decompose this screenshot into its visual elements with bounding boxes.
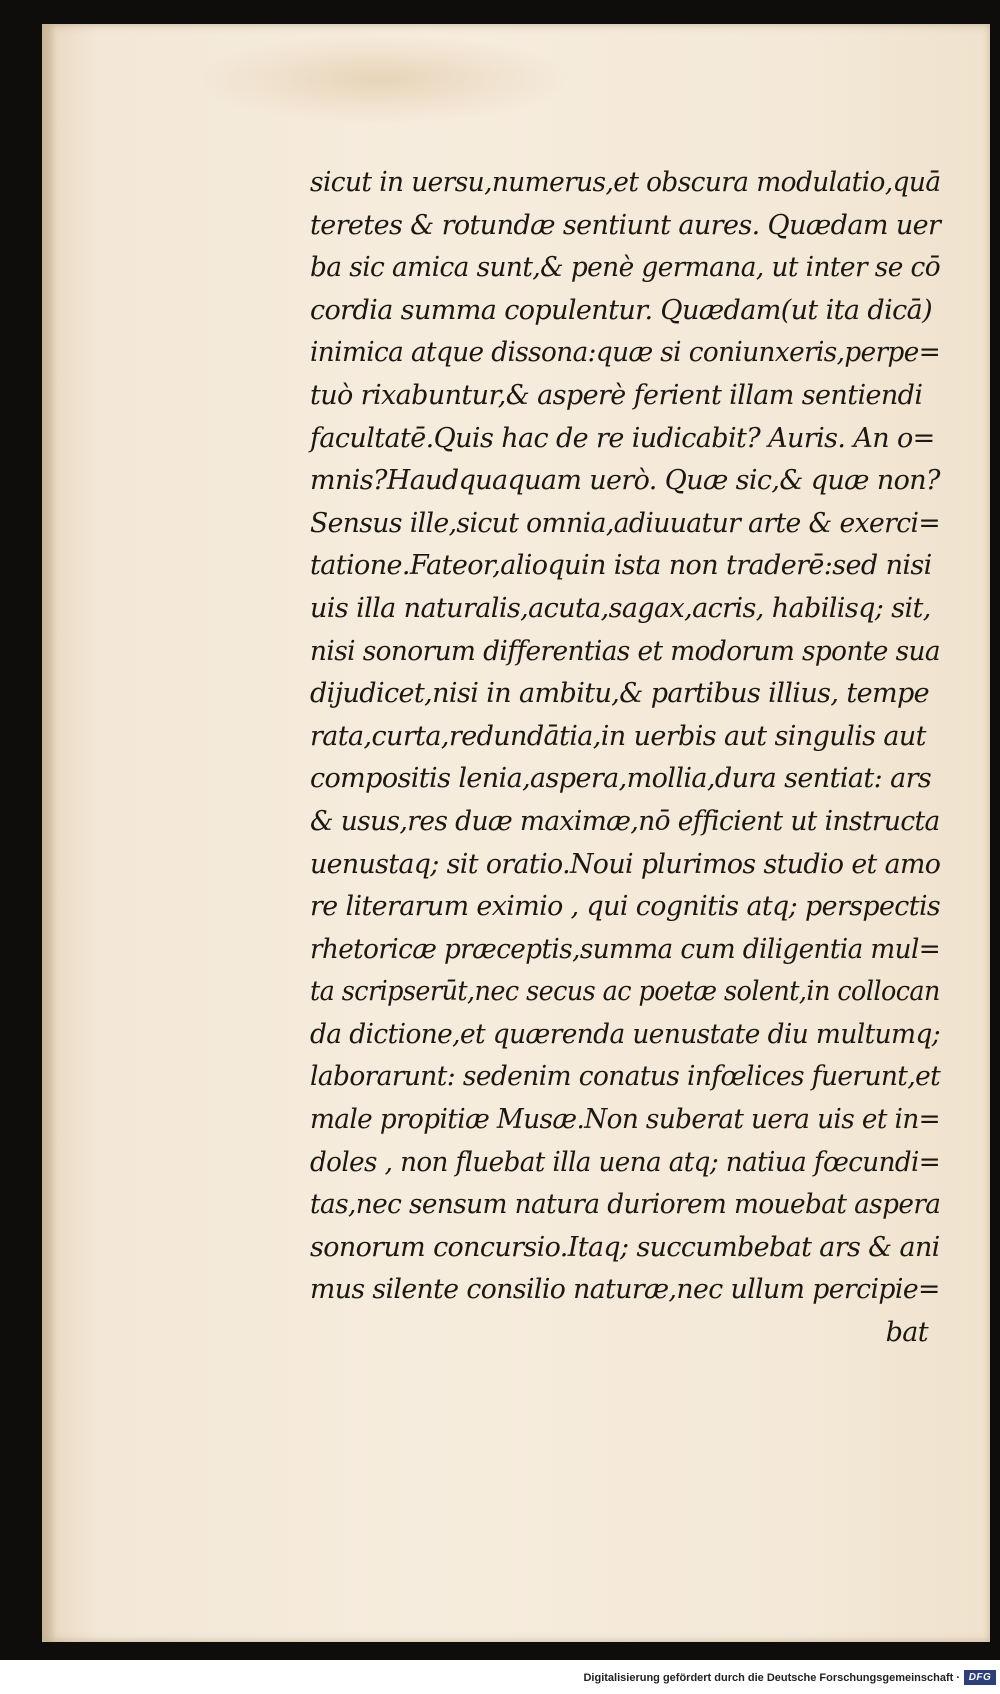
text-line-1: sicut in uersu,numerus,et obscura modulatio,quā — [310, 167, 941, 198]
text-line-14: rata,curta,redundātia,in uerbis aut singulis aut — [310, 720, 926, 752]
text-line-27: mus silente consilio naturæ,nec ullum percipie= — [310, 1274, 940, 1306]
text-line-26: sonorum concursio.Itaq; succumbebat ars & ani — [310, 1231, 940, 1263]
text-line-20: ta scripserūt,nec secus ac poetæ solent,in collocan — [310, 976, 940, 1008]
catchword: bat — [885, 1317, 928, 1349]
text-line-18: re literarum eximio , qui cognitis atq; perspectis — [310, 891, 941, 923]
text-line-5: inimica atque dissona:quæ si coniunxeris,perpe= — [310, 337, 941, 369]
text-line-9: Sensus ille,sicut omnia,adiuuatur arte & exerci= — [310, 507, 941, 539]
text-line-11: uis illa naturalis,acuta,sagax,acris, habilisq; sit, — [310, 592, 931, 624]
text-line-7: facultatē.Quis hac de re iudicabit? Auris. An o= — [310, 422, 935, 454]
text-line-24: doles , non fluebat illa uena atq; natiua fœcundi= — [310, 1146, 941, 1178]
text-line-23: male propitiæ Musæ.Non suberat uera uis et in= — [310, 1104, 941, 1136]
text-line-17: uenustaq; sit oratio.Noui plurimos studio et amo — [310, 848, 941, 880]
text-line-2: teretes & rotundæ sentiunt aures. Quædam uer — [310, 209, 941, 241]
text-line-25: tas,nec sensum natura duriorem mouebat aspera — [310, 1189, 941, 1221]
text-line-10: tatione.Fateor,alioquin ista non traderē:sed nisi — [310, 550, 932, 582]
page-gutter-shadow — [42, 24, 56, 1642]
text-line-8: mnis?Haudquaquam uerò. Quæ sic,& quæ non? — [310, 465, 940, 497]
text-line-22: laborarunt: sedenim conatus infœlices fuerunt,et — [310, 1061, 941, 1093]
text-line-15: compositis lenia,aspera,mollia,dura sentiat: ars — [310, 763, 932, 795]
text-line-19: rhetoricæ præceptis,summa cum diligentia mul= — [310, 933, 941, 965]
text-line-16: & usus,res duæ maximæ,nō efficient ut instructa — [310, 805, 940, 837]
text-line-4: cordia summa copulentur. Quædam(ut ita dicā) — [310, 294, 933, 326]
paper-stain — [192, 34, 572, 124]
funding-credit: Digitalisierung gefördert durch die Deutsche Forschungsgemeinschaft · — [583, 1672, 960, 1684]
text-line-3: ba sic amica sunt,& penè germana, ut inter se cō — [310, 252, 941, 284]
dfg-logo: DFG — [964, 1670, 996, 1685]
text-line-21: da dictione,et quærenda uenustate diu multumq; — [310, 1018, 941, 1050]
text-line-12: nisi sonorum differentias et modorum sponte sua — [310, 635, 941, 667]
text-line-6: tuò rixabuntur,& asperè ferient illam sentiendi — [310, 379, 923, 411]
page-text-block — [310, 162, 940, 1355]
text-line-13: dijudicet,nisi in ambitu,& partibus illius, tempe — [310, 678, 930, 710]
